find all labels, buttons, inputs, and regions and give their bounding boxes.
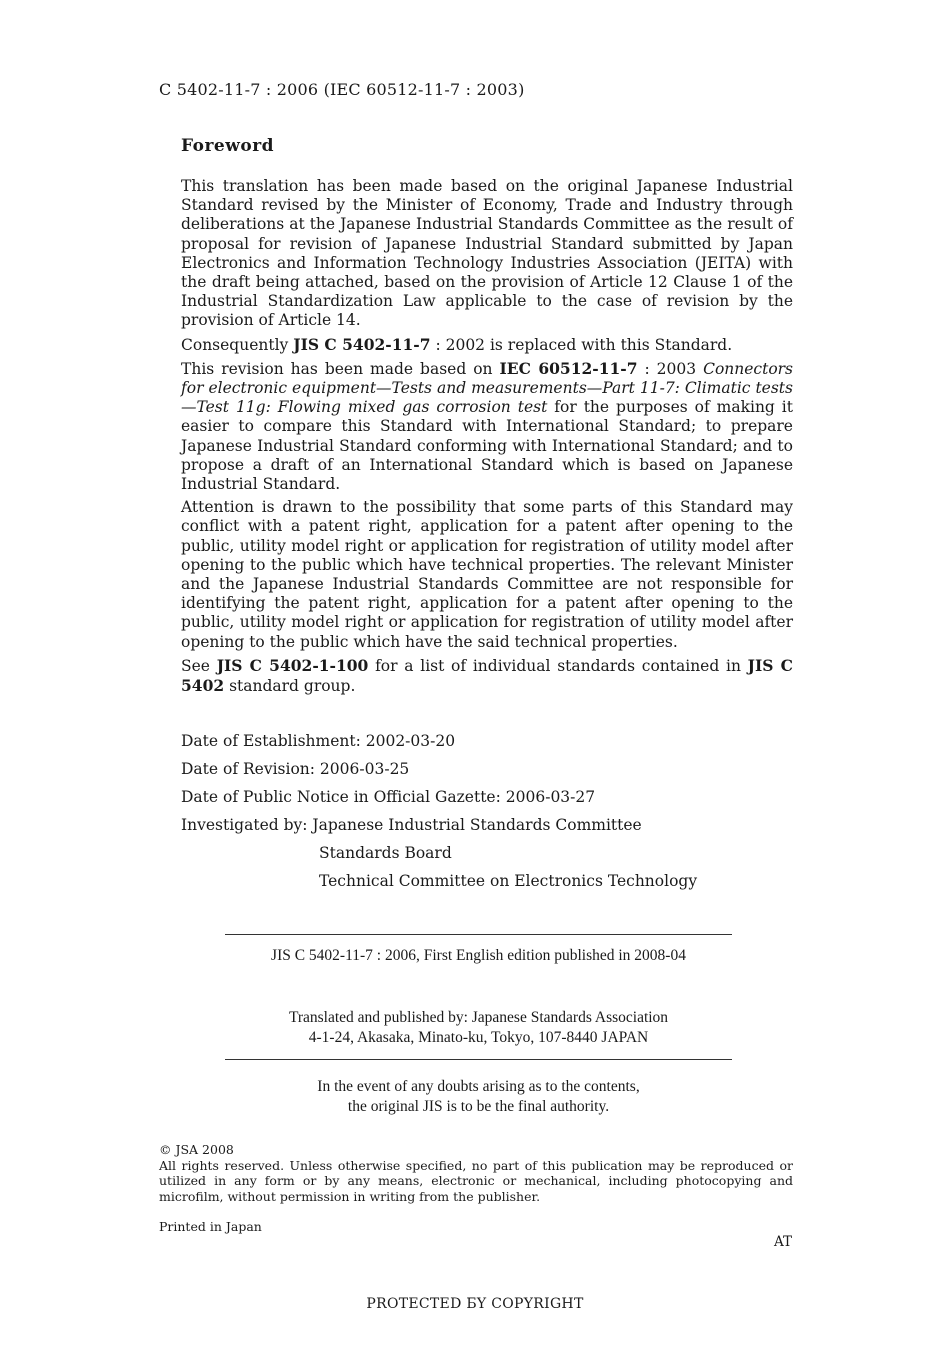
- divider-bottom: [225, 1059, 732, 1060]
- rights-statement: All rights reserved. Unless otherwise specified, no part of this publication may be reproduced or utilized in any form or by any means, electronic or mechanical, including photocopying and microfilm, without permission in writing from the publisher.: [159, 1157, 793, 1204]
- investigated-board: Standards Board: [319, 844, 452, 862]
- p5-text: See: [181, 656, 217, 675]
- copyright-block: [159, 1142, 793, 1204]
- foreword-paragraph-1: This translation has been made based on the original Japanese Industrial Standard revised by the Minister of Economy, Trade and Industry through deliberations at the Japanese Industrial Standards Committee as the result of proposal for revision of Japanese Industrial Standard submitted by Japan Electronics and Information Technology Industries Association (JEITA) with the draft being attached, based on the provision of Article 12 Clause 1 of the Industrial Standardization Law applicable to the case of revision by the provision of Article 14.: [181, 177, 793, 330]
- foreword-paragraph-3: [181, 359, 793, 494]
- p3-year: : 2003: [637, 359, 704, 378]
- protected-footer: PROTECTED БY COPYRIGHT: [366, 1296, 584, 1312]
- foreword-paragraph-5: [181, 656, 793, 696]
- p2-standard-ref: JIS C 5402-11-7: [293, 334, 431, 354]
- edition-note: JIS C 5402-11-7 : 2006, First English edition published in 2008-04: [271, 947, 686, 964]
- p3-standard-ref: IEC 60512-11-7: [499, 358, 638, 378]
- p2-text-end: : 2002 is replaced with this Standard.: [430, 335, 733, 354]
- investigated-technical-committee: Technical Committee on Electronics Technology: [319, 872, 698, 890]
- copyright-notice: © JSA 2008: [159, 1142, 234, 1157]
- p3-standard-title: Connectors for electronic equipment—Tests and measurements—Part 11-7: Climatic tests—Test 11g: Flowing mixed gas corrosion test: [181, 359, 794, 417]
- printed-in: Printed in Japan: [159, 1219, 262, 1234]
- foreword-paragraph-4: Attention is drawn to the possibility that some parts of this Standard may conflict with a patent right, application for a patent after opening to the public, utility model right or application for registration of utility model after opening to the public which have technical properties. The relevant Minister and the Japanese Industrial Standards Committee are not responsible for identifying the patent right, application for a patent after opening to the public, utility model right or application for registration of utility model after opening to the public which have the said technical properties.: [181, 498, 793, 651]
- dates-block: [181, 731, 697, 899]
- divider-top: [225, 934, 732, 935]
- foreword-paragraph-2: [181, 335, 793, 355]
- authority-line-2: the original JIS is to be the final authority.: [347, 1098, 610, 1115]
- p5-text-end: standard group.: [224, 677, 356, 696]
- date-revision: Date of Revision: 2006-03-25: [181, 760, 410, 778]
- p5-text-mid: for a list of individual standards contained in: [368, 656, 748, 675]
- date-gazette: Date of Public Notice in Official Gazette: 2006-03-27: [181, 788, 596, 806]
- p5-standard-ref-1: JIS C 5402-1-100: [216, 655, 369, 675]
- investigated-committee: Japanese Industrial Standards Committee: [312, 816, 642, 834]
- authority-note: [225, 1077, 732, 1117]
- investigated-label: Investigated by:: [181, 816, 313, 834]
- publisher-line-1: Translated and published by: Japanese Standards Association: [288, 1009, 669, 1026]
- document-designation: C 5402-11-7 : 2006 (IEC 60512-11-7 : 2003): [159, 80, 525, 99]
- page-code: AT: [774, 1234, 793, 1250]
- p5-standard-ref-2: JIS C 5402: [181, 655, 793, 696]
- authority-line-1: In the event of any doubts arising as to the contents,: [317, 1078, 640, 1095]
- date-establishment: Date of Establishment: 2002-03-20: [181, 732, 456, 750]
- foreword-body: [181, 177, 793, 700]
- foreword-heading: Foreword: [181, 136, 275, 156]
- p2-text: Consequently: [181, 335, 294, 354]
- publisher-address: 4-1-24, Akasaka, Minato-ku, Tokyo, 107-8440 JAPAN: [308, 1029, 649, 1046]
- p3-text-end: for the purposes of making it easier to compare this Standard with International Standard; to prepare Japanese Industrial Standard conforming with International Standard; and to propose a draft of an International Standard which is based on Japanese Industrial Standard.: [181, 398, 793, 494]
- publisher-info: [225, 1008, 732, 1048]
- investigated-by: [181, 815, 697, 843]
- p3-text: This revision has been made based on: [181, 359, 500, 378]
